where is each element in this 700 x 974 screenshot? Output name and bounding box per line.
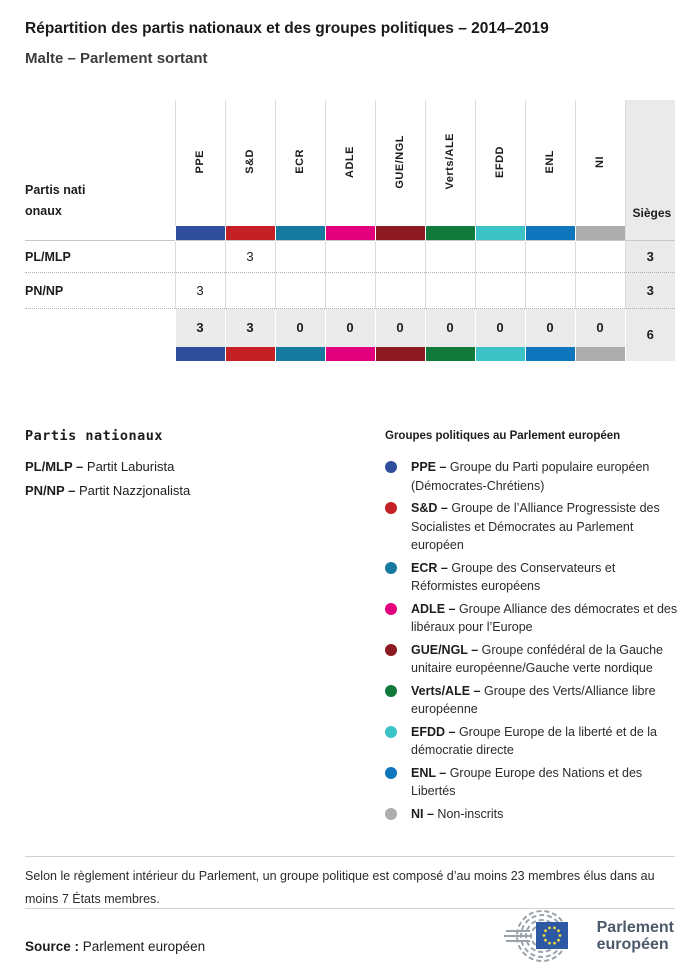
legend-group-item: GUE/NGL – Groupe confédéral de la Gauche unitaire européenne/Gauche verte nordique [385,641,680,678]
group-color-dot [385,685,397,697]
group-color-bar [326,347,375,361]
cell-value [575,273,625,309]
seats-value: 3 [625,273,675,309]
legend-group-item: S&D – Groupe de l’Alliance Progressiste des Socialistes et Démocrates au Parlement européen [385,499,680,555]
total-value: 0 [575,309,625,347]
page-title: Répartition des partis nationaux et des groupes politiques – 2014–2019 [25,20,549,37]
column-header-guengl: GUE/NGL [375,100,425,226]
source-line [25,939,205,954]
national-parties-legend [25,428,355,507]
cell-value [225,273,275,309]
cell-value [425,241,475,273]
cell-value [525,241,575,273]
legend-group-item: NI – Non-inscrits [385,805,680,824]
total-value: 3 [225,309,275,347]
group-color-dot [385,603,397,615]
group-color-bar [576,347,625,361]
group-color-dot [385,767,397,779]
group-color-dot [385,562,397,574]
cell-value [175,241,225,273]
legend-group-item: EFDD – Groupe Europe de la liberté et de la démocratie directe [385,723,680,760]
row-header-cell [25,100,175,226]
seats-table-container [25,100,675,361]
source-value: Parlement européen [82,939,206,954]
column-header-ecr: ECR [275,100,325,226]
eu-flag [536,922,568,949]
legend-party-item: PL/MLP – Partit Laburista [25,459,175,474]
column-header-sd: S&D [225,100,275,226]
group-color-bar [276,347,325,361]
group-color-dot [385,726,397,738]
page-subtitle: Malte – Parlement sortant [25,50,208,67]
group-color-bar [226,347,275,361]
cell-value: 3 [175,273,225,309]
group-color-bar [426,347,475,361]
legend-group-item: ADLE – Groupe Alliance des démocrates et des libéraux pour l’Europe [385,600,680,637]
group-color-bar [226,226,275,240]
group-color-bar [476,226,525,240]
total-value: 0 [425,309,475,347]
legend-groups-title: Groupes politiques au Parlement européen [385,430,621,442]
cell-value [325,241,375,273]
footnote: Selon le règlement intérieur du Parlement, un groupe politique est composé d’au moins 23 membres élus dans au moins 7 États membres. [25,856,675,911]
cell-value [275,273,325,309]
group-color-bar [176,226,225,240]
column-header-adle: ADLE [325,100,375,226]
legend-parties-title: Partis nationaux [25,428,164,444]
cell-value [275,241,325,273]
column-header-efdd: EFDD [475,100,525,226]
legend-group-item: Verts/ALE – Groupe des Verts/Alliance libre européenne [385,682,680,719]
total-value: 3 [175,309,225,347]
column-header-seats: Sièges [625,100,675,241]
group-color-bar [476,347,525,361]
group-color-bar [526,347,575,361]
cell-value [525,273,575,309]
table-header-row [25,100,675,226]
total-value: 0 [275,309,325,347]
political-groups-legend [385,430,680,827]
group-color-bar [176,347,225,361]
legend-party-item: PN/NP – Partit Nazzjonalista [25,483,191,498]
group-color-dot [385,808,397,820]
cell-value: 3 [225,241,275,273]
party-label: PL/MLP [25,241,175,273]
group-color-bar [276,226,325,240]
table-row-pnnp [25,273,675,309]
legend-group-item: ENL – Groupe Europe des Nations et des Libertés [385,764,680,801]
cell-value [325,273,375,309]
group-color-bar [426,226,475,240]
legend-group-item: ECR – Groupe des Conservateurs et Réformistes européens [385,559,680,596]
cell-value [375,241,425,273]
group-color-bar-row-bottom [25,347,675,361]
divider [25,908,675,909]
seats-table [25,100,675,361]
ep-logo-text: Parlement européen [596,919,674,953]
group-color-bar [326,226,375,240]
party-label: PN/NP [25,273,175,309]
group-color-bar [376,347,425,361]
group-color-dot [385,502,397,514]
total-value: 0 [325,309,375,347]
group-color-bar-row [25,226,675,241]
total-value: 0 [375,309,425,347]
group-color-bar [576,226,625,240]
source-label: Source : [25,939,80,954]
ep-hemicycle-icon [492,910,588,962]
group-color-bar [526,226,575,240]
cell-value [575,241,625,273]
column-header-vertsale: Verts/ALE [425,100,475,226]
column-header-enl: ENL [525,100,575,226]
seats-value: 3 [625,241,675,273]
total-seats-value: 6 [625,309,675,361]
column-header-ppe: PPE [175,100,225,226]
group-color-dot [385,644,397,656]
cell-value [475,241,525,273]
european-parliament-logo [492,910,674,962]
total-value: 0 [525,309,575,347]
table-totals-row [25,309,675,347]
cell-value [475,273,525,309]
row-header-label: Partis nationaux [25,183,86,218]
total-value: 0 [475,309,525,347]
cell-value [375,273,425,309]
table-row-plmlp [25,241,675,273]
group-color-bar [376,226,425,240]
cell-value [425,273,475,309]
legend-group-item: PPE – Groupe du Parti populaire européen (Démocrates-Chrétiens) [385,458,680,495]
group-color-dot [385,461,397,473]
column-header-ni: NI [575,100,625,226]
